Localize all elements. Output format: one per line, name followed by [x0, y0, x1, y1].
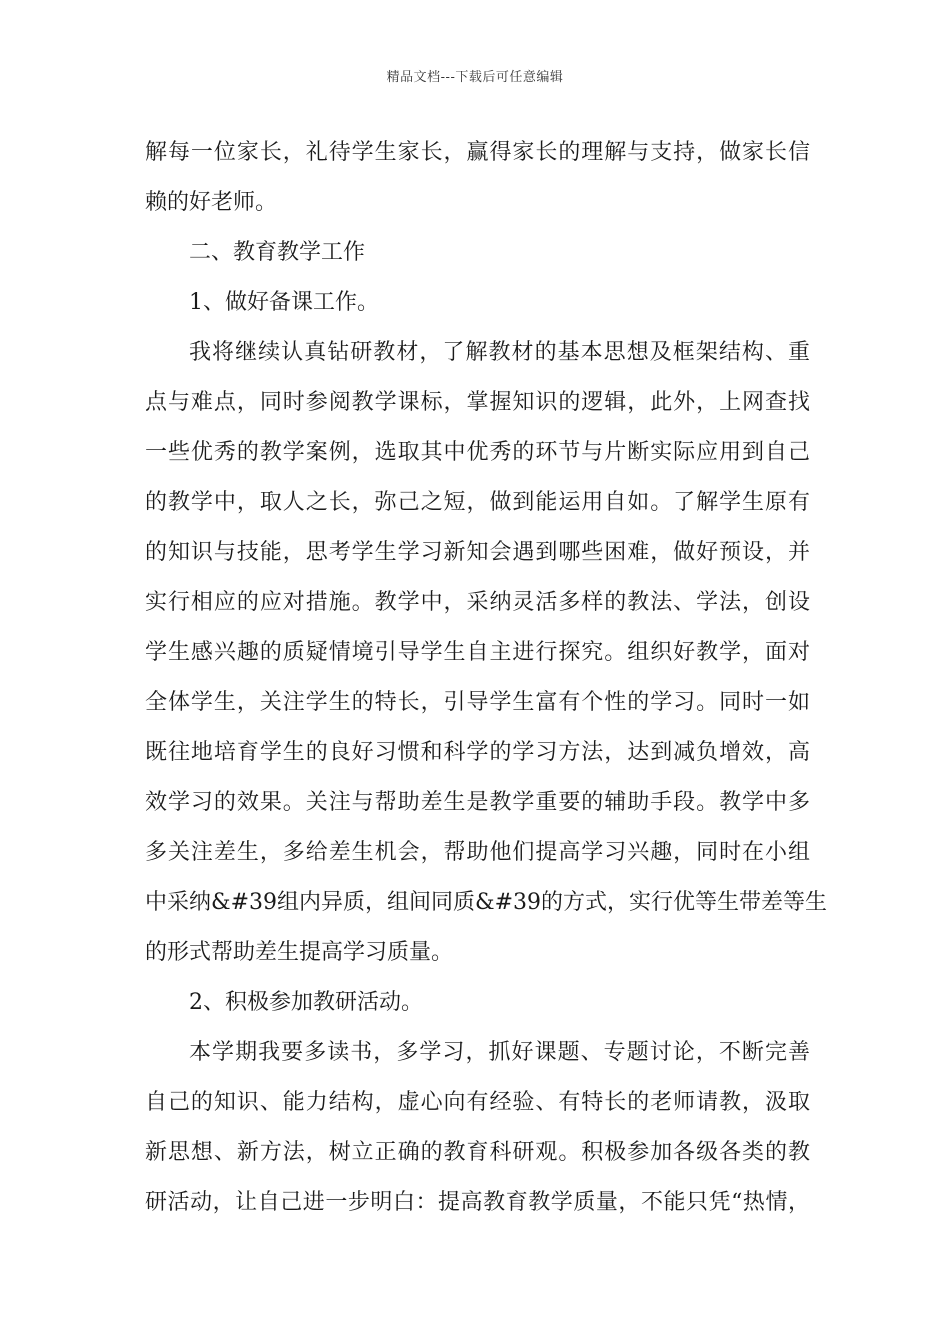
- text-line: 实行相应的应对措施。教学中，采纳灵活多样的教法、学法，创设: [145, 590, 810, 615]
- text-line: 研活动，让自己进一步明白：提高教育教学质量，不能只凭“热情，: [145, 1190, 810, 1215]
- text-line: 既往地培育学生的良好习惯和科学的学习方法，达到减负增效，高: [145, 740, 810, 765]
- text-line: 的教学中，取人之长，弥己之短，做到能运用自如。了解学生原有: [145, 490, 810, 515]
- text-line: 的形式帮助差生提高学习质量。: [145, 940, 454, 965]
- text-line: 二、教育教学工作: [189, 240, 366, 265]
- text-line: 点与难点，同时参阅教学课标，掌握知识的逻辑，此外，上网查找: [145, 390, 810, 415]
- text-line: 多关注差生，多给差生机会，帮助他们提高学习兴趣，同时在小组: [145, 840, 810, 865]
- text-line: 自己的知识、能力结构，虚心向有经验、有特长的老师请教，汲取: [145, 1090, 810, 1115]
- text-line: 的知识与技能，思考学生学习新知会遇到哪些困难，做好预设，并: [145, 540, 810, 565]
- text-line: 效学习的效果。关注与帮助差生是教学重要的辅助手段。教学中多: [145, 790, 810, 815]
- text-line: 全体学生，关注学生的特长，引导学生富有个性的学习。同时一如: [145, 690, 810, 715]
- text-line: 赖的好老师。: [145, 190, 278, 215]
- text-line: 2、积极参加教研活动。: [189, 990, 423, 1015]
- text-line: 本学期我要多读书，多学习，抓好课题、专题讨论，不断完善: [189, 1040, 810, 1065]
- text-line: 中采纳&#39组内异质，组间同质&#39的方式，实行优等生带差等生: [145, 890, 828, 915]
- text-line: 一些优秀的教学案例，选取其中优秀的环节与片断实际应用到自己: [145, 440, 810, 465]
- text-line: 1、做好备课工作。: [189, 290, 379, 315]
- page-header: 精品文档---下载后可任意编辑: [386, 70, 564, 85]
- text-line: 解每一位家长，礼待学生家长，赢得家长的理解与支持，做家长信: [145, 140, 810, 165]
- text-line: 新思想、新方法，树立正确的教育科研观。积极参加各级各类的教: [145, 1140, 810, 1165]
- text-line: 学生感兴趣的质疑情境引导学生自主进行探究。组织好教学，面对: [145, 640, 810, 665]
- text-line: 我将继续认真钻研教材，了解教材的基本思想及框架结构、重: [189, 340, 810, 365]
- document-body: [145, 128, 828, 1228]
